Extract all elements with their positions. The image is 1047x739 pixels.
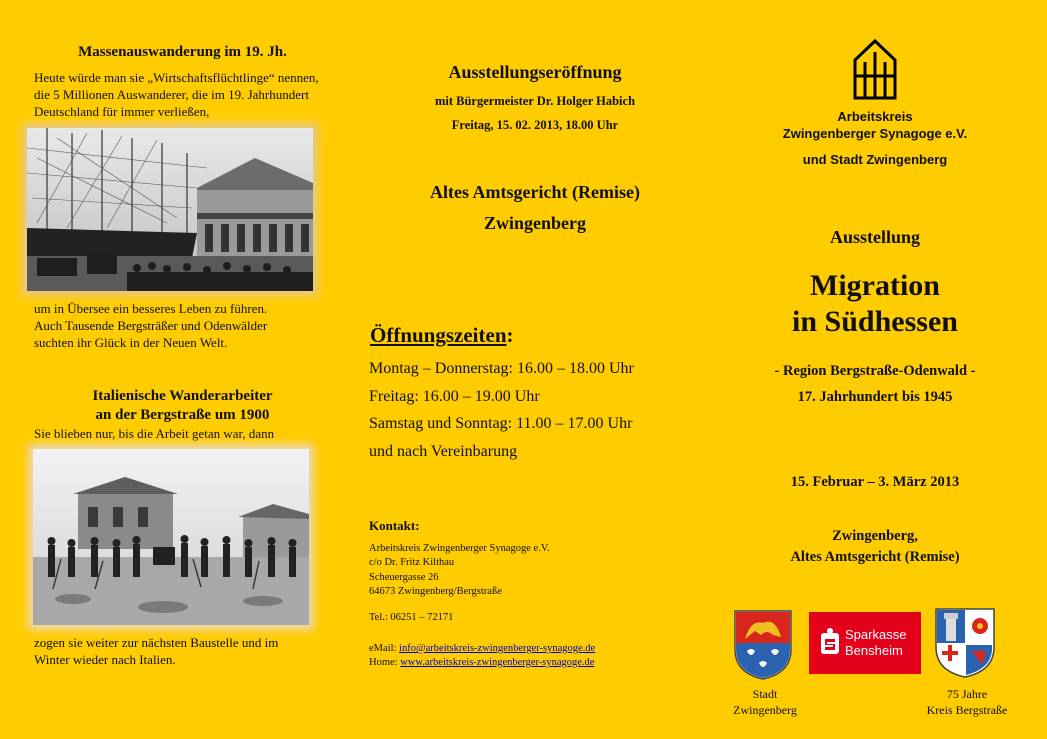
- opening-date-line: Freitag, 15. 02. 2013, 18.00 Uhr: [451, 118, 619, 132]
- italian-workers-heading: [30, 387, 335, 425]
- homepage-link[interactable]: www.arbeitskreis-zwingenberger-synagoge.de: [400, 657, 595, 668]
- organizer-line: Zwingenberger Synagoge e.V.: [782, 126, 968, 141]
- opening-hours-heading-text: Öffnungszeiten: [370, 323, 507, 347]
- caption-line: Stadt: [752, 687, 778, 701]
- location-line: Zwingenberg,: [832, 528, 918, 544]
- email-label: eMail:: [369, 643, 400, 654]
- zwingenberg-crest-icon: [733, 609, 793, 681]
- heading-line: an der Bergstraße um 1900: [95, 407, 270, 423]
- homepage-label: Home:: [369, 657, 401, 668]
- text-line: Winter wieder nach Italien.: [34, 652, 176, 667]
- mass-emigration-text: Heute würde man sie „Wirtschaftsflüchtlinge“ nennen, die 5 Millionen Auswanderer, die im 19. Jahrhundert Deutschland für immer verließen,: [34, 70, 319, 119]
- address-line: 64673 Zwingenberg/Bergstraße: [369, 586, 502, 598]
- address-line: Arbeitskreis Zwingenberger Synagoge e.V.: [369, 543, 550, 554]
- address-line: Scheuergasse 26: [369, 571, 439, 583]
- venue-town: Zwingenberg: [483, 213, 586, 233]
- sparkasse-s-icon: [821, 628, 839, 654]
- co-organizer: und Stadt Zwingenberg: [802, 152, 948, 167]
- kreis-bergstrasse-crest-icon: [934, 607, 996, 679]
- exhibition-subtitle: [740, 358, 1010, 410]
- location-line: Altes Amtsgericht (Remise): [790, 549, 960, 565]
- sparkasse-name: [845, 627, 906, 659]
- zwingenberg-caption: [720, 686, 810, 718]
- contact-heading: Kontakt:: [369, 518, 420, 533]
- contact-address: [369, 542, 689, 600]
- opening-hours-list: [369, 355, 689, 465]
- heading-line: Italienische Wanderarbeiter: [92, 388, 273, 404]
- hours-line: Montag – Donnerstag: 16.00 – 18.00 Uhr: [369, 360, 634, 377]
- title-line: Migration: [810, 269, 940, 302]
- organizer-name: [740, 108, 1010, 142]
- kreis-caption: [912, 686, 1022, 718]
- opening-heading: Ausstellungseröffnung: [448, 62, 622, 82]
- homepage-row: [369, 656, 595, 670]
- exhibition-title: [740, 268, 1010, 340]
- heading-colon: :: [506, 323, 514, 347]
- sparkasse-line: Bensheim: [845, 643, 903, 658]
- hours-line: Samstag und Sonntag: 11.00 – 17.00 Uhr: [369, 415, 633, 432]
- synagogue-logo-icon: [852, 38, 898, 100]
- text-line: suchten ihr Glück in der Neuen Welt.: [34, 335, 228, 350]
- text-line: um in Übersee ein besseres Leben zu führen.: [34, 301, 268, 316]
- venue-name: Altes Amtsgericht (Remise): [430, 182, 640, 202]
- caption-line: Kreis Bergstraße: [926, 703, 1008, 717]
- organizer-line: Arbeitskreis: [837, 109, 913, 124]
- venue-block: [380, 177, 690, 239]
- exhibition-dates: 15. Februar – 3. März 2013: [790, 474, 960, 490]
- email-link[interactable]: info@arbeitskreis-zwingenberger-synagoge.de: [399, 643, 596, 654]
- italian-workers-text-continued: [34, 634, 334, 668]
- caption-line: 75 Jahre: [946, 687, 988, 701]
- address-line: c/o Dr. Fritz Kilthau: [369, 557, 455, 569]
- italian-workers-photo: [33, 449, 309, 625]
- email-row: [369, 642, 595, 656]
- text-line: zogen sie weiter zur nächsten Baustelle und im: [34, 635, 279, 650]
- title-line: in Südhessen: [792, 305, 958, 338]
- opening-mayor-line: mit Bürgermeister Dr. Holger Habich: [434, 94, 636, 108]
- mass-emigration-text-continued: [34, 300, 334, 351]
- hours-line: und nach Vereinbarung: [369, 442, 518, 460]
- italian-workers-text: Sie blieben nur, bis die Arbeit getan war, dann: [34, 426, 275, 441]
- mass-emigration-heading: Massenauswanderung im 19. Jh.: [78, 44, 287, 60]
- sparkasse-line: Sparkasse: [845, 627, 907, 642]
- subtitle-line: - Region Bergstraße-Odenwald -: [774, 363, 976, 379]
- harbor-emigrants-photo: [27, 128, 313, 291]
- contact-phone: Tel.: 06251 – 72171: [369, 612, 454, 623]
- text-line: Auch Tausende Bergsträßer und Odenwälder: [34, 318, 268, 333]
- contact-links: [369, 642, 595, 670]
- caption-line: Zwingenberg: [733, 703, 797, 717]
- exhibition-label: Ausstellung: [829, 227, 921, 247]
- hours-line: Freitag: 16.00 – 19.00 Uhr: [369, 387, 540, 405]
- exhibition-location: [740, 526, 1010, 568]
- subtitle-line: 17. Jahrhundert bis 1945: [797, 389, 953, 405]
- opening-hours-heading: [370, 323, 514, 348]
- sparkasse-logo: [809, 612, 921, 674]
